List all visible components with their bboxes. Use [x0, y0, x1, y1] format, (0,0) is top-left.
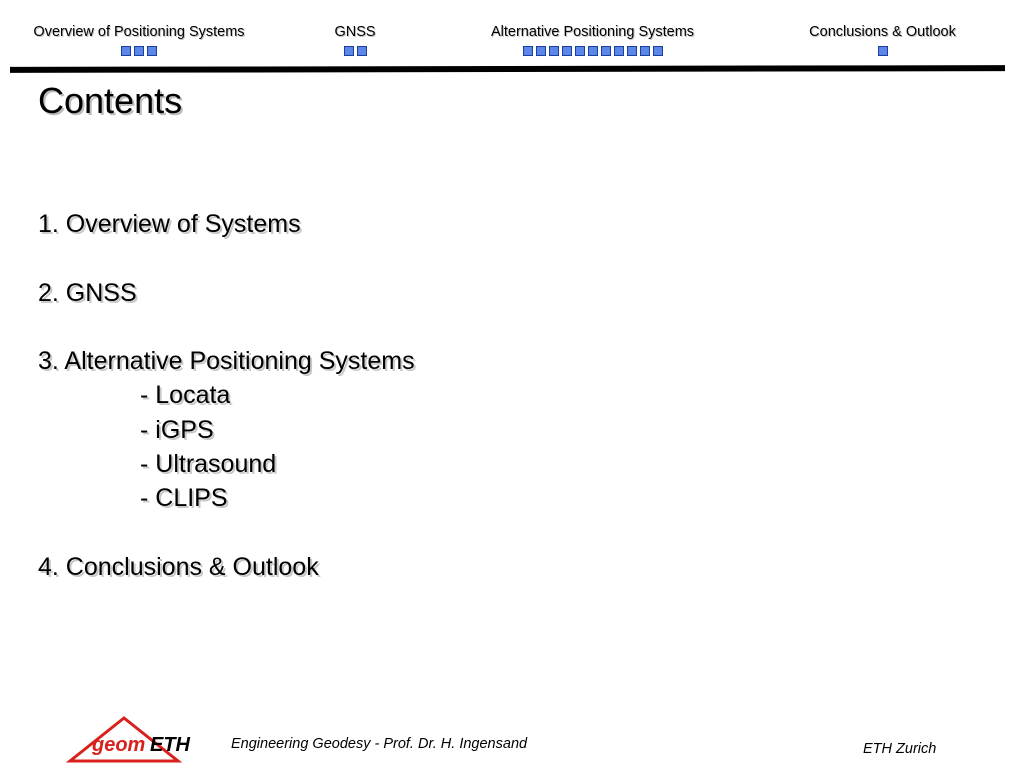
- nav-squares-overview: [121, 46, 157, 56]
- footer-institution: ETH Zurich: [863, 741, 937, 757]
- nav-slide-indicator[interactable]: [344, 46, 354, 56]
- slide-title: Contents: [38, 80, 183, 121]
- nav-slide-indicator[interactable]: [134, 46, 144, 56]
- nav-slide-indicator[interactable]: [601, 46, 611, 56]
- nav-slide-indicator[interactable]: [549, 46, 559, 56]
- nav-link-gnss[interactable]: GNSS: [334, 24, 376, 40]
- contents-list: [38, 207, 415, 584]
- toc-item-overview: 1. Overview of Systems: [38, 210, 301, 238]
- toc-item-conclusions: 4. Conclusions & Outlook: [38, 552, 319, 581]
- toc-item-alternative: 3. Alternative Positioning Systems: [38, 347, 415, 376]
- nav-slide-indicator[interactable]: [878, 46, 888, 56]
- nav-squares-conclusions: [878, 46, 888, 56]
- nav-slide-indicator[interactable]: [627, 46, 637, 56]
- toc-subitem-locata: - Locata: [140, 381, 231, 410]
- toc-spacer: [38, 310, 415, 344]
- logo-text-eth: ETH: [150, 734, 190, 756]
- toc-spacer: [38, 516, 415, 550]
- nav-slide-indicator[interactable]: [562, 46, 572, 56]
- nav-slide-indicator[interactable]: [640, 46, 650, 56]
- toc-subitem-clips: - CLIPS: [140, 484, 228, 513]
- geometh-logo: [66, 715, 191, 765]
- nav-slide-indicator[interactable]: [575, 46, 585, 56]
- nav-slide-indicator[interactable]: [121, 46, 131, 56]
- nav-link-alternative[interactable]: Alternative Positioning Systems: [490, 24, 695, 40]
- nav-squares-gnss: [344, 46, 367, 56]
- logo-text-geom: geom: [92, 734, 146, 756]
- nav-section-alternative: [470, 24, 715, 64]
- nav-link-overview[interactable]: Overview of Positioning Systems: [33, 24, 245, 40]
- nav-slide-indicator[interactable]: [653, 46, 663, 56]
- toc-subitem-ultrasound: - Ultrasound: [140, 450, 277, 479]
- nav-squares-alternative: [523, 46, 663, 56]
- nav-slide-indicator[interactable]: [147, 46, 157, 56]
- nav-section-gnss: [320, 24, 390, 64]
- header-divider: [10, 65, 1005, 73]
- nav-link-conclusions[interactable]: Conclusions & Outlook: [809, 24, 956, 40]
- nav-slide-indicator[interactable]: [357, 46, 367, 56]
- nav-slide-indicator[interactable]: [614, 46, 624, 56]
- nav-slide-indicator[interactable]: [536, 46, 546, 56]
- toc-subitem-igps: - iGPS: [140, 415, 214, 444]
- toc-item-gnss: 2. GNSS: [38, 278, 137, 307]
- nav-section-overview: [15, 24, 263, 64]
- footer-course: Engineering Geodesy - Prof. Dr. H. Ingensand: [231, 736, 528, 752]
- nav-section-conclusions: [795, 24, 970, 64]
- nav-slide-indicator[interactable]: [523, 46, 533, 56]
- toc-spacer: [38, 241, 415, 275]
- nav-slide-indicator[interactable]: [588, 46, 598, 56]
